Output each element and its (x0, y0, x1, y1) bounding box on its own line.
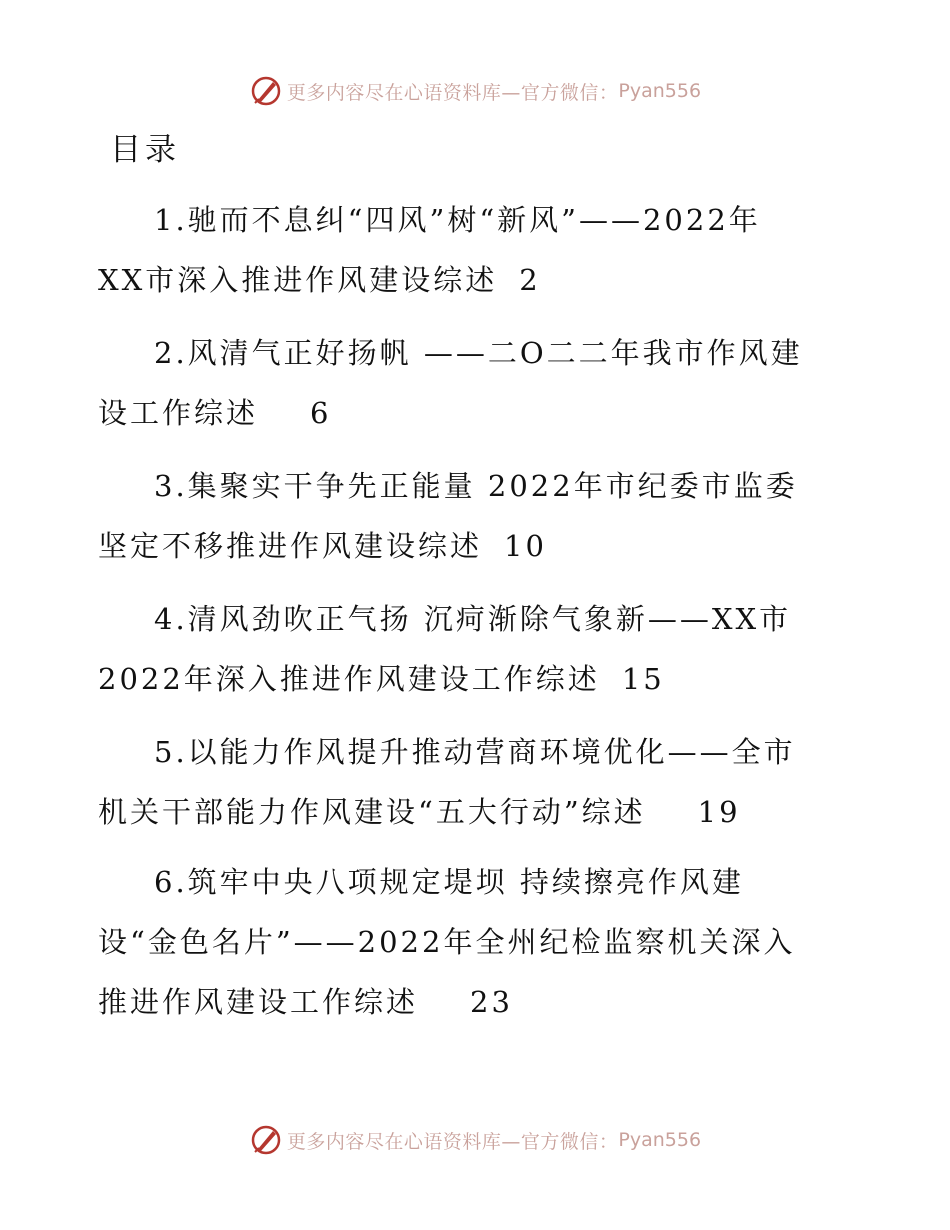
toc-entry-6 (98, 852, 858, 1032)
toc-entry-2 (98, 323, 858, 443)
toc-entry-1 (98, 190, 858, 310)
toc-entry-page: 19 (697, 795, 741, 829)
toc-entry-line: 3.集聚实干争先正能量 2022年市纪委市监委 (154, 469, 798, 503)
banner-text: 更多内容尽在心语资料库—官方微信： (286, 81, 619, 104)
toc-entry-line: 坚定不移推进作风建设综述 (98, 529, 483, 563)
banner-text: 更多内容尽在心语资料库—官方微信： (286, 1130, 619, 1153)
toc-entry-4 (98, 589, 858, 709)
toc-entry-5 (98, 722, 858, 842)
quill-pen-logo-icon (249, 1123, 283, 1157)
toc-entry-line: 6.筑牢中央八项规定堤坝 持续擦亮作风建 (154, 865, 744, 899)
banner-wechat-id: Pyan556 (618, 1129, 702, 1151)
toc-entry-line: 推进作风建设工作综述 (98, 985, 419, 1019)
toc-entry-page: 15 (621, 662, 665, 696)
toc-entry-page: 6 (310, 396, 332, 430)
toc-entry-page: 23 (470, 985, 513, 1019)
toc-entry-line: 设工作综述 (98, 396, 259, 430)
toc-entry-line: 4.清风劲吹正气扬 沉疴渐除气象新——XX市 (154, 602, 792, 636)
toc-entry-line: 机关干部能力作风建设“五大行动”综述 (98, 795, 646, 829)
toc-entry-line: 1.驰而不息纠“四风”树“新风”——2022年 (154, 203, 761, 237)
toc-entry-line: 设“金色名片”——2022年全州纪检监察机关深入 (98, 925, 796, 959)
banner-wechat-id: Pyan556 (618, 80, 702, 102)
toc-entry-line: 2.风清气正好扬帆 ——二O二二年我市作风建 (154, 336, 803, 370)
toc-entry-line: 5.以能力作风提升推动营商环境优化——全市 (154, 735, 796, 769)
footer-banner (0, 1120, 950, 1160)
toc-entry-line: 2022年深入推进作风建设工作综述 (98, 662, 600, 696)
toc-title: 目录 (110, 132, 180, 168)
toc-entry-3 (98, 456, 858, 576)
toc-entry-page: 2 (519, 263, 541, 297)
header-banner (0, 71, 950, 111)
quill-pen-logo-icon (249, 74, 283, 108)
toc-entry-line: XX市深入推进作风建设综述 (98, 263, 498, 297)
toc-entry-page: 10 (504, 529, 547, 563)
